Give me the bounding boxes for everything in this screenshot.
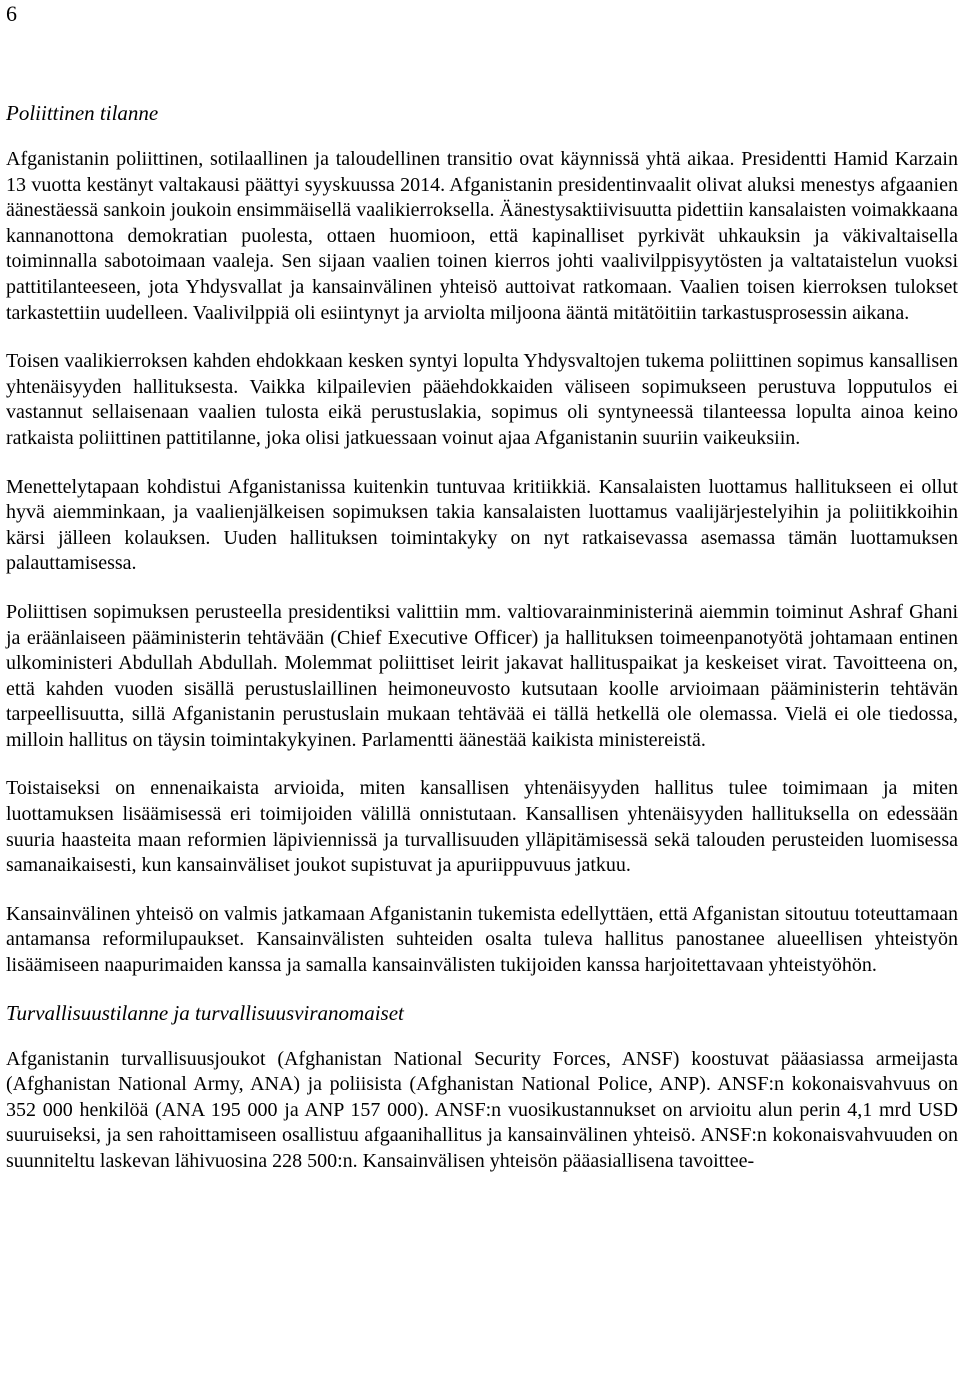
section-heading: Turvallisuustilanne ja turvallisuusviranomaiset: [6, 1000, 404, 1025]
section-political-situation: [6, 101, 958, 979]
section-security-situation: [6, 1001, 958, 1175]
paragraph: Toisen vaalikierroksen kahden ehdokkaan kesken syntyi lopulta Yhdysvaltojen tukema poliittinen sopimus kansallisen yhtenäisyyden hallituksesta. Vaikka kilpailevien pääehdokkaiden väliseen sopimukseen perustuva lopputulos ei vastannut sellaisenaan vaalien tulosta eikä perustuslakia, sopimus oli syntyneessä tilanteessa lopulta ainoa keino ratkaista poliittinen pattitilanne, joka olisi jatkuessaan voinut ajaa Afganistanin suuriin vaikeuksiin.: [6, 350, 958, 449]
paragraph: Afganistanin turvallisuusjoukot (Afghanistan National Security Forces, ANSF) koostuvat pääasiassa armeijasta (Afghanistan National Army, ANA) ja poliisista (Afghanistan National Police, ANP). ANSF:n kokonaisvahvuus on 352 000 henkilöä (ANA 195 000 ja ANP 157 000). ANSF:n vuosikustannukset on arvioitu alun perin 4,1 mrd USD suuruiseksi, ja sen rahoittamiseen osallistuu afgaanihallitus ja kansainvälinen yhteisö. ANSF:n kokonaisvahvuuden on suunniteltu laskevan lähivuosina 228 500:n. Kansainvälisen yhteisön pääasiallisena tavoittee-: [6, 1047, 958, 1172]
page-number: 6: [6, 1, 17, 26]
paragraph: Menettelytapaan kohdistui Afganistanissa kuitenkin tuntuvaa kritiikkiä. Kansalaisten luottamus hallitukseen ei ollut hyvä aiemminkaan, ja vaalienjälkeisen sopimuksen takia kansalaisten luottamus vaalijärjestelyihin ja poliitikkoihin kärsi jälleen kolauksen. Uuden hallituksen toimintakyky on nyt ratkaisevassa asemassa tämän luottamuksen palauttamisessa.: [6, 475, 958, 575]
section-heading: Poliittinen tilanne: [6, 101, 159, 125]
paragraph: Afganistanin poliittinen, sotilaallinen ja taloudellinen transitio ovat käynnissä yhtä aikaa. Presidentti Hamid Karzain 13 vuotta kestänyt valtakausi päättyi syyskuussa 2014. Afganistanin presidentinvaalit olivat aluksi menestys afgaanien äänestäessä sankoin joukoin ensimmäisellä vaalikierroksella. Äänestysaktiivisuutta pidettiin kansalaisten voimakkaana kannanottona demokratian puolesta, ottaen huomioon, että kapinalliset pyrkivät uhkauksin ja väkivaltaisella toiminnalla sabotoimaan vaaleja. Sen sijaan vaalien toinen kierros johti vaalivilppisyytösten ja valtataistelun vuoksi pattitilanteeseen, jota Yhdysvallat ja kansainvälinen yhteisö auttoivat ratkomaan. Vaalien toisen kierroksen tulokset tarkastettiin uudelleen. Vaalivilppiä oli esiintynyt ja arviolta miljoona ääntä mitätöitiin tarkastusprosessin aikana.: [6, 148, 958, 324]
paragraph: Kansainvälinen yhteisö on valmis jatkamaan Afganistanin tukemista edellyttäen, että Afganistan sitoutuu toteuttamaan antamansa reformilupaukset. Kansainvälisten suhteiden osalta tuleva hallitus panostanee alueellisen yhteistyön lisäämiseen naapurimaiden kanssa ja samalla kansainvälisten tukijoiden kanssa harjoitettavaan yhteistyöhön.: [6, 902, 958, 977]
paragraph: Poliittisen sopimuksen perusteella presidentiksi valittiin mm. valtiovarainministerinä aiemmin toiminut Ashraf Ghani ja eräänlaiseen pääministerin tehtävään (Chief Executive Officer) ja hallituksen toimeenpanotyötä johtamaan entinen ulkoministeri Abdullah Abdullah. Molemmat poliittiset leirit jakavat hallituspaikat ja keskeiset virat. Tavoitteena on, että kahden vuoden sisällä perustuslaillinen heimoneuvosto kutsutaan koolle arvioimaan pääministerin tehtävän tarpeellisuutta, sillä Afganistanin perustuslain mukaan tehtävää ei tällä hetkellä ole olemassa. Vielä ei ole tiedossa, milloin hallitus on täysin toimintakykyinen. Parlamentti äänestää kaikista ministereistä.: [6, 600, 958, 751]
paragraph: Toistaiseksi on ennenaikaista arvioida, miten kansallisen yhtenäisyyden hallitus tulee toimimaan ja miten luottamuksen lisäämisessä eri toimijoiden välillä onnistutaan. Kansallisen yhtenäisyyden hallituksella on edessään suuria haasteita maan reformien läpiviennissä ja turvallisuuden ylläpitämisessä sekä talouden perusteiden luomisessa samanaikaisesti, kun kansainväliset joukot supistuvat ja apuriippuvuus jatkuu.: [6, 777, 958, 877]
document-body: [6, 101, 958, 1198]
